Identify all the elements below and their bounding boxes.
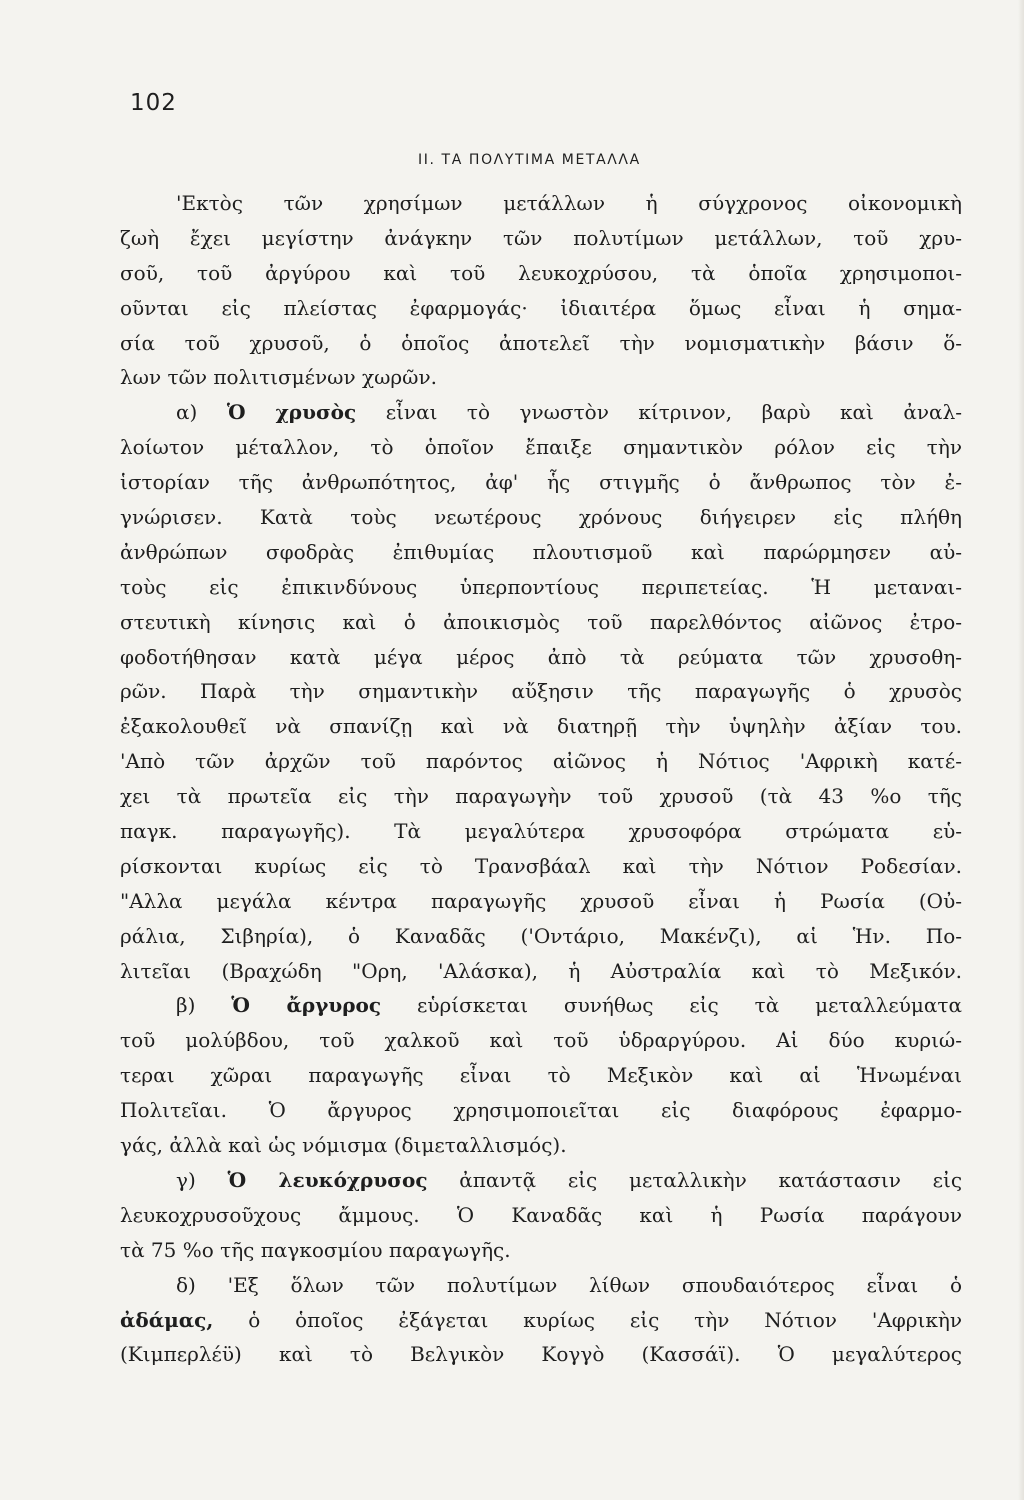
item-marker: β)	[176, 993, 196, 1018]
text-line: σοῦ, τοῦ ἀργύρου καὶ τοῦ λευκοχρύσου, τὰ ὁποῖα χρησιμοποι-	[120, 260, 962, 285]
section-heading: II. ΤΑ ΠΟΛΥΤΙΜΑ ΜΕΤΑΛΛΑ	[418, 152, 641, 168]
text-line: τοῦ μολύβδου, τοῦ χαλκοῦ καὶ τοῦ ὑδραργύρου. Αἱ δύο κυριώ-	[120, 1028, 962, 1053]
text-line: γάς, ἀλλὰ καὶ ὡς νόμισμα (διμεταλλισμός).	[120, 1133, 567, 1158]
text-line: τεραι χῶραι παραγωγῆς εἶναι τὸ Μεξικὸν καὶ αἱ Ἡνωμέναι	[120, 1063, 962, 1088]
line-text: εἶναι τὸ γνωστὸν κίτρινον, βαρὺ καὶ ἀναλ-	[385, 400, 962, 425]
text-line: ρῶν. Παρὰ τὴν σημαντικὴν αὔξησιν τῆς παραγωγῆς ὁ χρυσὸς	[120, 679, 962, 704]
text-line: ἐξακολουθεῖ νὰ σπανίζῃ καὶ νὰ διατηρῇ τὴν ὑψηλὴν ἀξίαν του.	[120, 714, 962, 739]
text-line: ἀνθρώπων σφοδρὰς ἐπιθυμίας πλουτισμοῦ καὶ παρώρμησεν αὐ-	[120, 539, 962, 564]
line-text: ἀπαντᾷ εἰς μεταλλικὴν κατάστασιν εἰς	[459, 1167, 963, 1192]
line-text: ὁ ὁποῖος ἐξάγεται κυρίως εἰς τὴν Νότιον 'Αφρικὴν	[248, 1307, 963, 1332]
term-diamond: ἀδάμας,	[120, 1307, 214, 1332]
term-silver: Ὁ ἄργυρος	[231, 993, 382, 1018]
text-line: ζωὴ ἔχει μεγίστην ἀνάγκην τῶν πολυτίμων μετάλλων, τοῦ χρυ-	[120, 225, 962, 250]
term-platinum: Ὁ λευκόχρυσος	[227, 1167, 428, 1192]
text-line: ἱστορίαν τῆς ἀνθρωπότητος, ἀφ' ἧς στιγμῆς ὁ ἄνθρωπος τὸν ἐ-	[120, 470, 962, 495]
text-line: γνώρισεν. Κατὰ τοὺς νεωτέρους χρόνους διήγειρεν εἰς πλήθη	[120, 505, 962, 530]
page-number: 102	[130, 90, 177, 116]
item-marker: γ)	[176, 1167, 196, 1192]
paragraph-gold-start	[120, 395, 962, 430]
text-line: λιτεῖαι (Βραχώδη "Ορη, 'Αλάσκα), ἡ Αὐστραλία καὶ τὸ Μεξικόν.	[120, 958, 962, 983]
text-line	[120, 1303, 962, 1338]
text-line: λευκοχρυσοῦχους ἄμμους. Ὁ Καναδᾶς καὶ ἡ Ρωσία παράγουν	[120, 1202, 962, 1227]
text-line: τὰ 75 %ο τῆς παγκοσμίου παραγωγῆς.	[120, 1237, 511, 1262]
text-line: σία τοῦ χρυσοῦ, ὁ ὁποῖος ἀποτελεῖ τὴν νομισματικὴν βάσιν ὅ-	[120, 330, 962, 355]
body-text	[120, 186, 962, 1372]
paragraph-platinum-start	[120, 1163, 962, 1198]
text-line: χει τὰ πρωτεῖα εἰς τὴν παραγωγὴν τοῦ χρυσοῦ (τὰ 43 %ο τῆς	[120, 784, 962, 809]
text-line: 'Εκτὸς τῶν χρησίμων μετάλλων ἡ σύγχρονος οἰκονομικὴ	[176, 191, 962, 215]
line-text: 'Εξ ὅλων τῶν πολυτίμων λίθων σπουδαιότερος εἶναι ὁ	[227, 1272, 962, 1297]
paragraph-diamond-start	[120, 1268, 962, 1303]
text-line: λων τῶν πολιτισμένων χωρῶν.	[120, 365, 438, 390]
item-marker: δ)	[176, 1272, 196, 1297]
item-marker: α)	[176, 400, 198, 425]
text-line: (Κιμπερλέϋ) καὶ τὸ Βελγικὸν Κογγὸ (Κασσάϊ). Ὁ μεγαλύτερος	[120, 1342, 962, 1367]
text-line: παγκ. παραγωγῆς). Τὰ μεγαλύτερα χρυσοφόρα στρώματα εὑ-	[120, 819, 962, 844]
text-line: ρίσκονται κυρίως εἰς τὸ Τρανσβάαλ καὶ τὴν Νότιον Ροδεσίαν.	[120, 853, 962, 878]
text-line: λοίωτον μέταλλον, τὸ ὁποῖον ἔπαιξε σημαντικὸν ρόλον εἰς τὴν	[120, 435, 962, 460]
text-line: Πολιτεῖαι. Ὁ ἄργυρος χρησιμοποιεῖται εἰς διαφόρους ἐφαρμο-	[120, 1098, 962, 1123]
text-line: "Αλλα μεγάλα κέντρα παραγωγῆς χρυσοῦ εἶναι ἡ Ρωσία (Οὐ-	[120, 888, 962, 913]
term-gold: Ὁ χρυσὸς	[226, 400, 357, 425]
text-line: τοὺς εἰς ἐπικινδύνους ὑπερποντίους περιπετείας. Ἡ μεταναι-	[120, 574, 962, 599]
text-line: οῦνται εἰς πλείστας ἐφαρμογάς· ἰδιαιτέρα ὅμως εἶναι ἡ σημα-	[120, 295, 962, 320]
line-text: εὑρίσκεται συνήθως εἰς τὰ μεταλλεύματα	[416, 993, 962, 1018]
scan-edge-shadow	[1018, 0, 1024, 1500]
text-line: ράλια, Σιβηρία), ὁ Καναδᾶς ('Οντάριο, Μακένζι), αἱ Ἡν. Πο-	[120, 923, 962, 948]
text-line: 'Απὸ τῶν ἀρχῶν τοῦ παρόντος αἰῶνος ἡ Νότιος 'Αφρικὴ κατέ-	[120, 749, 962, 774]
paragraph-silver-start	[120, 988, 962, 1023]
text-line: φοδοτήθησαν κατὰ μέγα μέρος ἀπὸ τὰ ρεύματα τῶν χρυσοθη-	[120, 644, 962, 669]
text-line: στευτικὴ κίνησις καὶ ὁ ἀποικισμὸς τοῦ παρελθόντος αἰῶνος ἐτρο-	[120, 609, 962, 634]
